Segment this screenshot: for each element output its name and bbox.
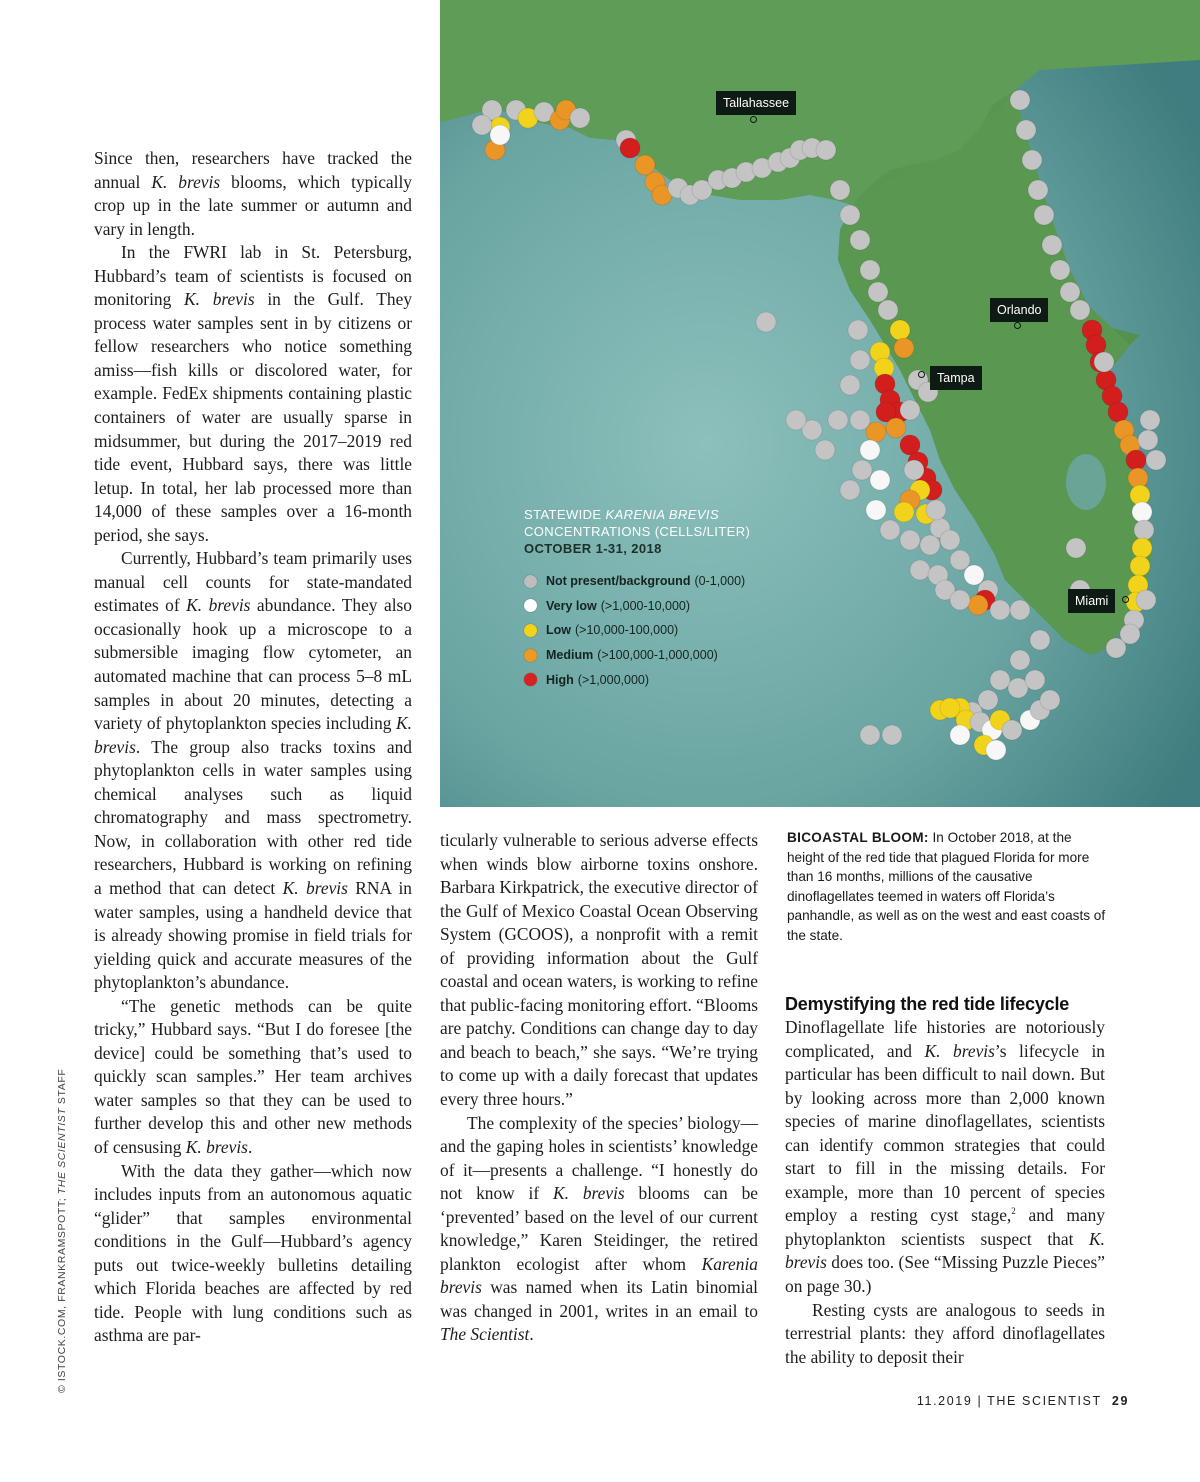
sample-dot [472, 115, 492, 135]
sample-dot [1030, 630, 1050, 650]
sample-dot [1136, 590, 1156, 610]
sample-dot [850, 410, 870, 430]
sample-dot [900, 400, 920, 420]
sample-dot [990, 670, 1010, 690]
sample-dot [866, 500, 886, 520]
sample-dot [890, 320, 910, 340]
paragraph: “The genetic methods can be quite tricky,” Hubbard says. “But I do foresee [the device] could be something that’s used to quickly scan samples.” Her team archives water samples so that they can be used to further develop this and other new methods of censusing K. brevis. [94, 995, 412, 1157]
legend-label: Medium [546, 648, 594, 663]
sample-dot [878, 300, 898, 320]
sample-dot [920, 535, 940, 555]
sample-dot [786, 410, 806, 430]
legend-title [524, 506, 794, 557]
sample-dot [1140, 410, 1160, 430]
sample-dot [1010, 600, 1030, 620]
legend-label: High [546, 672, 574, 687]
sample-dot [490, 125, 510, 145]
sample-dot [986, 740, 1006, 760]
sample-dot [848, 320, 868, 340]
city-label-tampa: Tampa [930, 366, 982, 390]
legend-swatch-icon [524, 624, 537, 637]
sample-dot [1134, 520, 1154, 540]
legend-swatch-icon [524, 599, 537, 612]
magazine-name: THE SCIENTIST [987, 1394, 1102, 1408]
sample-dot [852, 460, 872, 480]
sample-dot [1034, 205, 1054, 225]
sample-dot [635, 155, 655, 175]
sample-dot [1022, 150, 1042, 170]
sample-dot [620, 138, 640, 158]
legend-list [524, 569, 794, 692]
legend-swatch-icon [524, 673, 537, 686]
sample-dot [880, 520, 900, 540]
sample-dot [816, 140, 836, 160]
caption-text: In October 2018, at the height of the red tide that plagued Florida for more than 16 months, millions of the causative dinoflagellates teemed in waters off Florida’s panhandle, as well as on the west and east coasts of the state. [787, 830, 1106, 943]
legend-item [524, 643, 794, 668]
sample-dot [950, 590, 970, 610]
photo-credit: © ISTOCK.COM, FRANKRAMSPOTT; THE SCIENTIST STAFF [56, 1068, 68, 1393]
sample-dot [1146, 450, 1166, 470]
legend-label: Low [546, 623, 571, 638]
caption-label: BICOASTAL BLOOM: [787, 830, 929, 845]
sample-dot [964, 565, 984, 585]
sample-dot [926, 500, 946, 520]
sample-dot [882, 725, 902, 745]
sample-dot [1138, 430, 1158, 450]
sample-dot [968, 595, 988, 615]
sample-dot [1094, 352, 1114, 372]
sample-dot [990, 600, 1010, 620]
issue-date: 11.2019 [916, 1394, 973, 1408]
sample-dot [886, 418, 906, 438]
sample-dot [950, 550, 970, 570]
sample-dot [570, 108, 590, 128]
sample-dot [1108, 402, 1128, 422]
sample-dot [1050, 260, 1070, 280]
sample-dot [894, 502, 914, 522]
city-label-orlando: Orlando [990, 298, 1048, 322]
sample-dot [1028, 180, 1048, 200]
sample-dot [828, 410, 848, 430]
legend-item [524, 618, 794, 643]
legend-range: (>1,000-10,000) [600, 598, 691, 613]
sample-dot [950, 725, 970, 745]
sample-dot [900, 530, 920, 550]
lake-okeechobee [1066, 454, 1106, 510]
sample-dot [830, 180, 850, 200]
city-label-miami: Miami [1068, 589, 1115, 613]
sample-dot [860, 725, 880, 745]
sample-dot [1060, 282, 1080, 302]
legend-label: Not present/background [546, 574, 691, 589]
sample-dot [1070, 300, 1090, 320]
sample-dot [1025, 670, 1045, 690]
miami-marker-icon [1122, 596, 1129, 603]
legend-range: (>100,000-1,000,000) [597, 648, 718, 663]
sample-dot [1016, 120, 1036, 140]
legend-title-text: STATEWIDE [524, 507, 606, 522]
sample-dot [840, 375, 860, 395]
map-caption [787, 828, 1107, 946]
legend-label: Very low [546, 598, 597, 613]
paragraph: With the data they gather—which now includes inputs from an autonomous aquatic “glider” that samples environmental conditions in the Gulf—Hubbard’s agency puts out twice-weekly bulletins detailing which Florida beaches are affected by red tide. People with lung conditions such as asthma are par- [94, 1160, 412, 1346]
legend-item [524, 594, 794, 619]
sample-dot [940, 698, 960, 718]
sample-dot [850, 350, 870, 370]
body-column-2 [440, 829, 758, 1347]
orlando-marker-icon [1014, 322, 1021, 329]
sample-dot [868, 282, 888, 302]
body-column-1 [94, 147, 412, 1348]
legend-swatch-icon [524, 649, 537, 662]
tallahassee-marker-icon [750, 116, 757, 123]
sample-dot [1010, 650, 1030, 670]
legend-item [524, 667, 794, 692]
page-footer: 11.2019 | THE SCIENTIST 29 [916, 1394, 1129, 1408]
sample-dot [1130, 556, 1150, 576]
legend-title-species: KARENIA BREVIS [605, 507, 720, 522]
paragraph: Currently, Hubbard’s team primarily uses manual cell counts for state-mandated estimates of K. brevis abundance. They also occasionally hook up a microscope to a submersible imaging flow cytometer, an automated machine that can process 5–8 mL samples in about 20 minutes, detecting a variety of phytoplankton species including K. brevis. The group also tracks toxins and phytoplankton cells in water samples using chemical analyses such as liquid chromatography and mass spectrometry. Now, in collaboration with other red tide researchers, Hubbard is working on refining a method that can detect K. brevis RNA in water samples, using a handheld device that is already showing promise in field trials for yielding quick and accurate measures of the phytoplankton’s abundance. [94, 548, 412, 993]
legend-range: (0-1,000) [694, 574, 746, 589]
sample-dot [756, 312, 776, 332]
sample-dot [840, 480, 860, 500]
legend-range: (>10,000-100,000) [575, 623, 679, 638]
sample-dot [850, 230, 870, 250]
sample-dot [1106, 638, 1126, 658]
paragraph: Resting cysts are analogous to seeds in terrestrial plants: they afford dinoflagellates the ability to deposit their [785, 1299, 1105, 1367]
map-legend [524, 506, 794, 692]
legend-item [524, 569, 794, 594]
sample-dot [910, 560, 930, 580]
legend-range: (>1,000,000) [577, 672, 650, 687]
sample-dot [1126, 450, 1146, 470]
paragraph: Dinoflagellate life histories are notoriously complicated, and K. brevis’s lifecycle in particular has been difficult to nail down. But by looking across more than 2,000 known species of marine dinoflagellates, scientists can identify common strategies that could start to fill in the missing details. For example, more than 10 percent of species employ a resting cyst stage,$^2$ and many phytoplankton scientists suspect that K. brevis does too. (See “Missing Puzzle Pieces” on page 30.) [785, 1017, 1105, 1297]
sample-dot [860, 260, 880, 280]
sample-dot [1040, 690, 1060, 710]
page-number: 29 [1111, 1394, 1129, 1408]
sample-dot [1010, 90, 1030, 110]
sample-dot [940, 530, 960, 550]
paragraph: ticularly vulnerable to serious adverse effects when winds blow airborne toxins onshore. Barbara Kirkpatrick, the executive director of the Gulf of Mexico Coastal Ocean Observing System (GCOOS), a nonprofit with a remit of providing information about the Gulf coastal and ocean waters, is working to refine that public-facing monitoring effort. “Blooms are patchy. Conditions can change day to day and beach to beach,” she says. “We’re trying to come up with a daily forecast that updates every three hours.” [440, 830, 758, 1110]
sample-dot [904, 460, 924, 480]
florida-map [440, 0, 1200, 807]
sample-dot [1132, 538, 1152, 558]
sample-dot [1042, 235, 1062, 255]
paragraph: In the FWRI lab in St. Petersburg, Hubbard’s team of scientists is focused on monitoring K. brevis in the Gulf. They process water samples sent in by citizens or fellow researchers who notice something amiss—fish kills or discolored water, for example. FedEx shipments containing plastic containers of water are usually sparse in midsummer, but during the 2017–2019 red tide event, Hubbard says, there was little letup. In total, her lab processed more than 14,000 of these samples over a 16-month period, she says. [94, 242, 413, 545]
tampa-marker-icon [918, 371, 925, 378]
sample-dot [860, 440, 880, 460]
body-column-3 [785, 994, 1105, 1369]
section-heading: Demystifying the red tide lifecycle [785, 994, 1070, 1014]
sample-dot [894, 338, 914, 358]
sample-dot [1132, 502, 1152, 522]
city-label-tallahassee: Tallahassee [716, 91, 796, 115]
paragraph: The complexity of the species’ biology—and the gaping holes in scientists’ knowledge of it—presents a challenge. “I honestly do not know if K. brevis blooms can be ‘prevented’ based on the level of our current knowledge,” Karen Steidinger, the retired plankton ecologist after whom Karenia brevis was named when its Latin binomial was changed in 2001, writes in an email to The Scientist. [440, 1112, 758, 1345]
sample-dot [870, 470, 890, 490]
sample-dot [815, 440, 835, 460]
sample-dot [840, 205, 860, 225]
paragraph: Since then, researchers have tracked the annual K. brevis blooms, which typically crop up in the late summer or autumn and vary in length. [94, 148, 412, 239]
sample-dot [1002, 720, 1022, 740]
legend-swatch-icon [524, 575, 537, 588]
legend-date: OCTOBER 1-31, 2018 [524, 541, 662, 556]
sample-dot [1066, 538, 1086, 558]
legend-title-units: CONCENTRATIONS (CELLS/LITER) [524, 524, 751, 539]
